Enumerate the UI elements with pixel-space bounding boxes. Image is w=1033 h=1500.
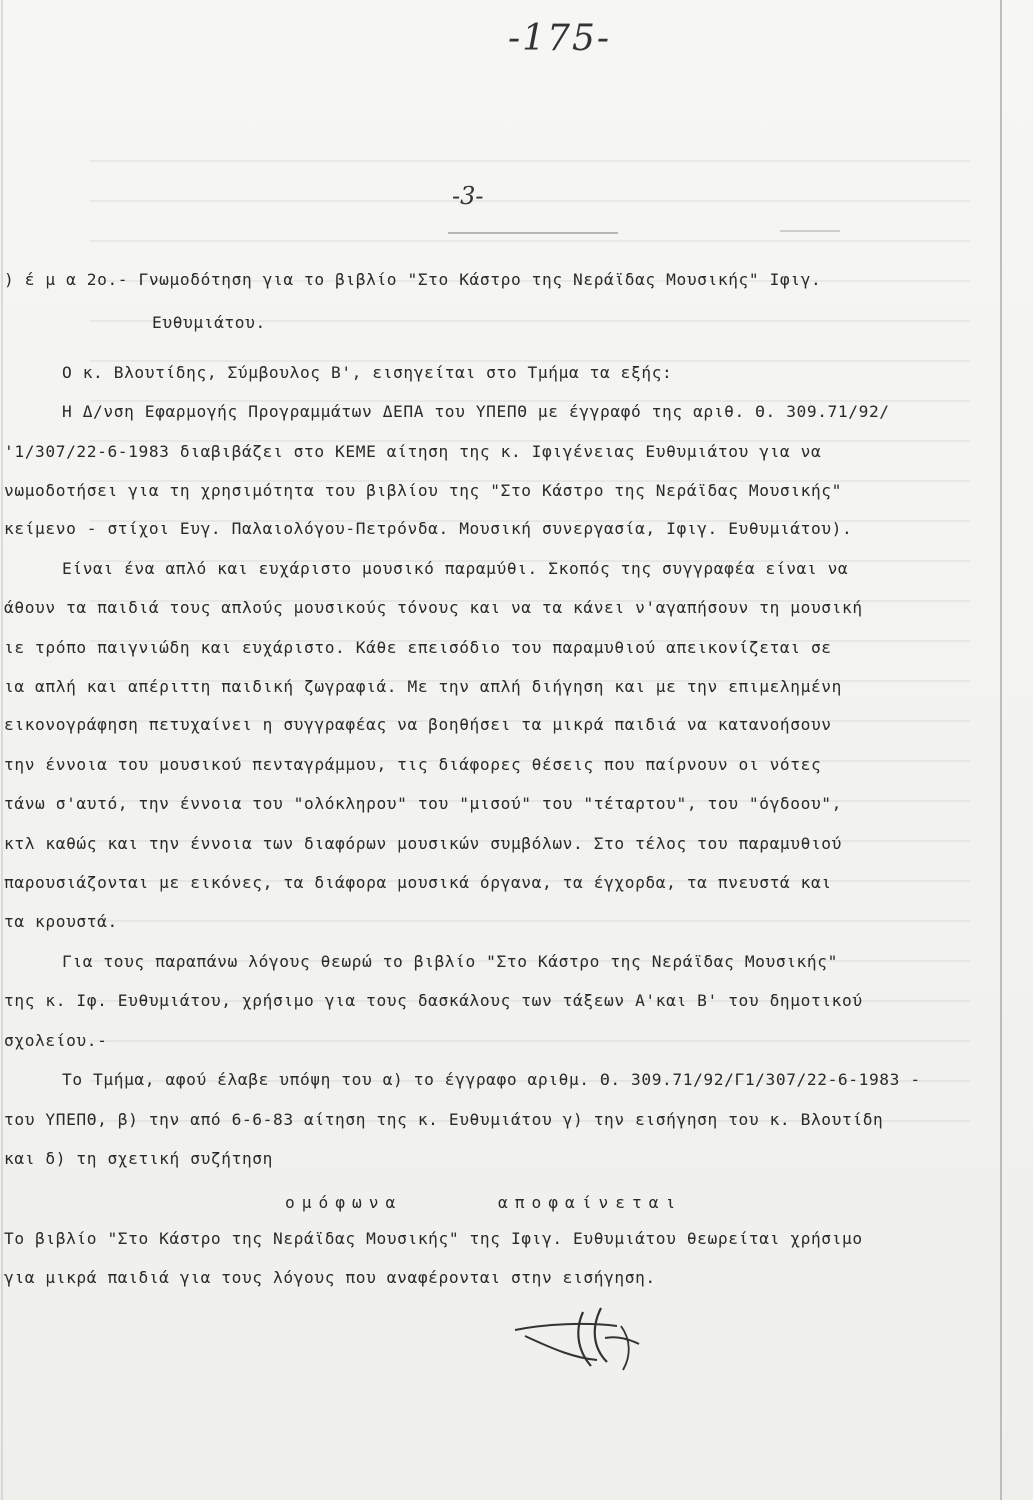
body-line: άθουν τα παιδιά τους απλούς μουσικούς τόνους και να τα κάνει ν'αγαπήσουν τη μουσική: [4, 598, 863, 617]
body-line: ια απλή και απέριττη παιδική ζωγραφιά. Με την απλή διήγηση και με την επιμελημένη: [4, 677, 843, 696]
body-line: και δ) τη σχετική συζήτηση: [4, 1149, 273, 1168]
decision-word-rules: αποφαίνεται: [498, 1193, 683, 1212]
body-line: παρουσιάζονται με εικόνες, τα διάφορα μουσικά όργανα, τα έγχορδα, τα πνευστά και: [4, 873, 832, 892]
body-line: την έννοια του μουσικού πενταγράμμου, τις διάφορες θέσεις που παίρνουν οι νότες: [4, 755, 822, 774]
body-line: νωμοδοτήσει για τη χρησιμότητα του βιβλίου της "Στο Κάστρο της Νεράϊδας Μουσικής": [4, 481, 843, 500]
handwritten-signature: [505, 1300, 655, 1380]
left-page-edge: [1, 0, 3, 1500]
decision-word-unanimously: ομόφωνα: [285, 1193, 403, 1212]
handwritten-section-number: -3-: [452, 182, 484, 210]
body-line: τα κρουστά.: [4, 912, 118, 931]
body-line: εικονογράφηση πετυχαίνει η συγγραφέας να βοηθήσει τα μικρά παιδιά να κατανοήσουν: [4, 715, 832, 734]
section-underline-tail: [780, 230, 840, 232]
body-line: '1/307/22-6-1983 διαβιβάζει στο ΚΕΜΕ αίτηση της κ. Ιφιγένειας Ευθυμιάτου για να: [4, 442, 822, 461]
handwritten-page-number: -175-: [508, 18, 612, 59]
body-line: του ΥΠΕΠΘ, β) την από 6-6-83 αίτηση της κ. Ευθυμιάτου γ) την εισήγηση του κ. Βλουτίδη: [4, 1110, 884, 1129]
body-line: τάνω σ'αυτό, την έννοια του "ολόκληρου" του "μισού" του "τέταρτου", του "όγδοου",: [4, 794, 843, 813]
body-line: Για τους παραπάνω λόγους θεωρώ το βιβλίο "Στο Κάστρο της Νεράϊδας Μουσικής": [62, 952, 838, 971]
body-line: κτλ καθώς και την έννοια των διαφόρων μουσικών συμβόλων. Στο τέλος του παραμυθιού: [4, 834, 843, 853]
topic-line-1: ) έ μ α 2ο.- Γνωμοδότηση για το βιβλίο "Στο Κάστρο της Νεράϊδας Μουσικής" Ιφιγ.: [4, 270, 822, 289]
body-line: ιε τρόπο παιγνιώδη και ευχάριστο. Κάθε επεισόδιο του παραμυθιού απεικονίζεται σε: [4, 638, 832, 657]
decision-line-1: Το βιβλίο "Στο Κάστρο της Νεράϊδας Μουσικής" της Ιφιγ. Ευθυμιάτου θεωρείται χρήσιμο: [4, 1229, 863, 1248]
body-line: κείμενο - στίχοι Ευγ. Παλαιολόγου-Πετρόνδα. Μουσική συνεργασία, Ιφιγ. Ευθυμιάτου).: [4, 519, 853, 538]
topic-line-2: Ευθυμιάτου.: [152, 313, 266, 332]
body-line: Είναι ένα απλό και ευχάριστο μουσικό παραμύθι. Σκοπός της συγγραφέα είναι να: [62, 559, 849, 578]
body-line: Το Τμήμα, αφού έλαβε υπόψη του α) το έγγραφο αριθμ. Θ. 309.71/92/Γ1/307/22-6-1983 -: [62, 1070, 921, 1089]
body-line: σχολείου.-: [4, 1031, 108, 1050]
body-line: O κ. Βλουτίδης, Σύμβουλος Β', εισηγείται στο Τμήμα τα εξής:: [62, 363, 673, 382]
body-line: της κ. Ιφ. Ευθυμιάτου, χρήσιμο για τους δασκάλους των τάξεων Α'και Β' του δημοτικού: [4, 991, 863, 1010]
decision-line-2: για μικρά παιδιά για τους λόγους που αναφέρονται στην εισήγηση.: [4, 1268, 656, 1287]
section-underline: [448, 232, 618, 234]
right-page-edge: [1000, 0, 1002, 1500]
body-line: Η Δ/νση Εφαρμογής Προγραμμάτων ΔΕΠΑ του ΥΠΕΠΘ με έγγραφό της αριθ. Θ. 309.71/92/: [62, 402, 890, 421]
